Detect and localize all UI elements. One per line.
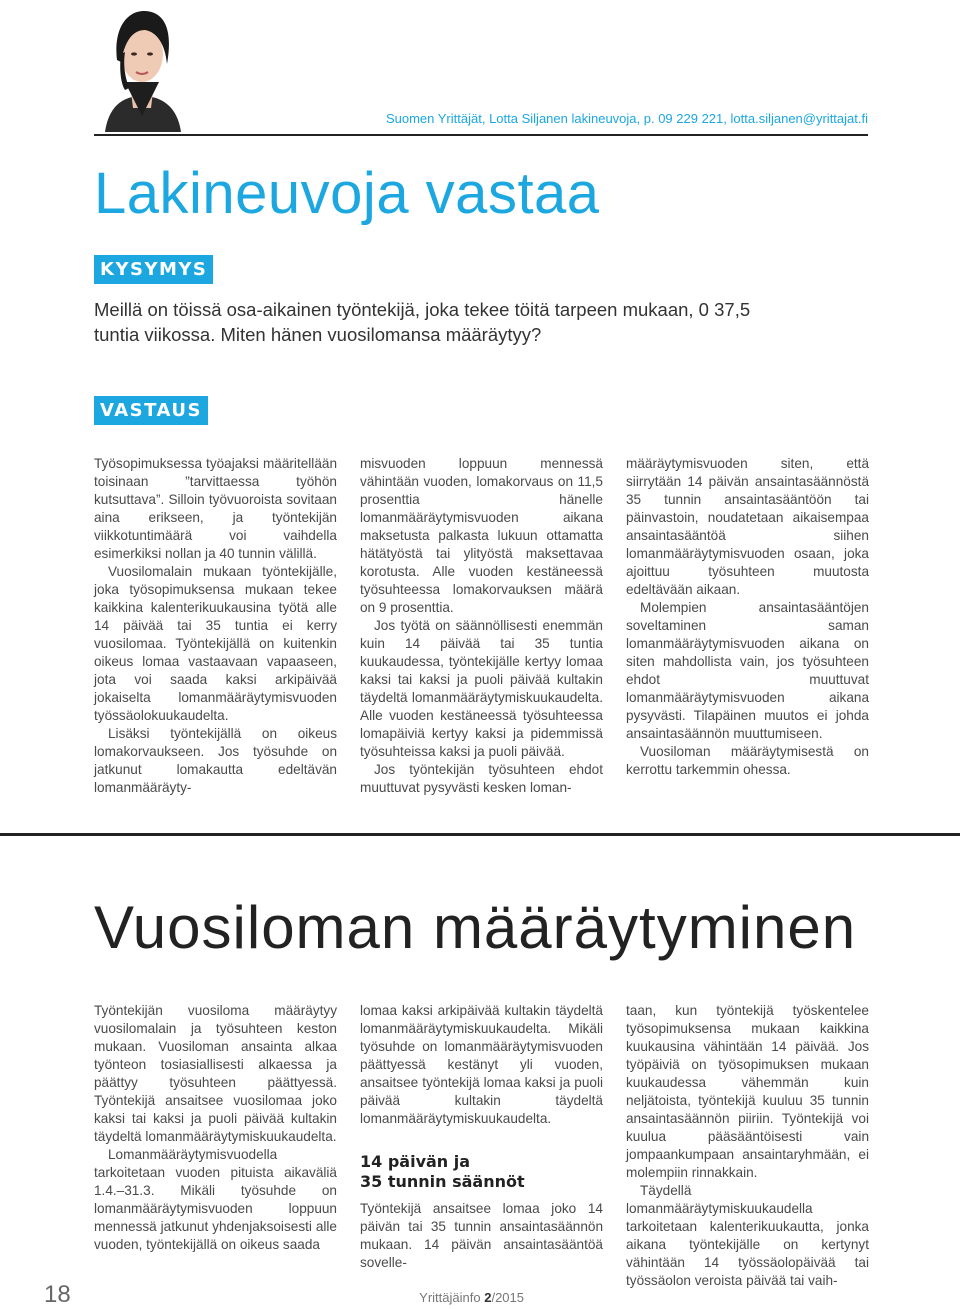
answer-paragraph: misvuoden loppuun mennessä vähintään vuoden, lomakorvaus on 11,5 prosenttia hänelle lomanmääräytymisvuoden aikana maksetusta palkasta lukuun ottamatta hätätyöstä tai ylityöstä maksettavaa korotusta. Alle vuoden kestäneessä työsuhteessa lomakorvauksen määrä on 9 prosenttia. bbox=[360, 456, 603, 615]
answer-column-2 bbox=[360, 455, 603, 797]
answer-column-3 bbox=[626, 455, 869, 779]
answer-paragraph: Jos työntekijän työsuhteen ehdot muuttuvat pysyvästi kesken loman- bbox=[360, 762, 603, 795]
contact-email[interactable]: lotta.siljanen@yrittajat.fi bbox=[730, 111, 868, 126]
magazine-footer bbox=[419, 1290, 524, 1305]
author-portrait bbox=[95, 4, 190, 132]
article-column-3 bbox=[626, 1002, 869, 1290]
portrait-image bbox=[95, 4, 190, 132]
answer-paragraph: Molempien ansaintasääntöjen soveltaminen saman lomanmääräytymisvuoden aikana on siten mahdollista vain, jos työsuhteen ehdot muuttuvat lomanmääräytymisvuoden aikana pysyvästi. Tilapäinen muutos ei johda ansaintasäännön muuttumiseen. bbox=[626, 600, 869, 741]
contact-line bbox=[200, 111, 868, 126]
contact-role: lakineuvoja, p. 09 229 221, bbox=[571, 111, 727, 126]
article-column-2 bbox=[360, 1002, 603, 1272]
article-paragraph: Työntekijän vuosiloma määräytyy vuosilomalain ja työsuhteen keston mukaan. Vuosiloman ansainta alkaa työnteon tosiasiallisesti alkaessa ja päättyy työsuhteen päättyessä. Työntekijä ansaitsee vuosilomaa joko kaksi tai kaksi ja puoli päivää kultakin täydeltä lomanmääräytymiskuukaudelta. bbox=[94, 1003, 337, 1144]
subheading-line-2: 35 tunnin säännöt bbox=[360, 1172, 525, 1191]
issue-number: 2 bbox=[484, 1290, 492, 1305]
page-title: Lakineuvoja vastaa bbox=[94, 161, 600, 226]
answer-paragraph: Jos työtä on säännöllisesti enemmän kuin 14 päivää tai 35 tuntia kuukaudessa, työntekijälle kertyy lomaa kaksi tai kaksi ja puoli päivää kultakin täydeltä lomanmääräytymiskuukaudelta. Alle vuoden kestäneessä työsuhteessa lomapäiviä kertyy kaksi ja pidemmissä työsuhteissa kaksi ja puoli päivää. bbox=[360, 618, 603, 759]
contact-name: Lotta Siljanen bbox=[489, 111, 568, 126]
issue-year: /2015 bbox=[491, 1290, 524, 1305]
page-number: 18 bbox=[44, 1281, 71, 1308]
answer-paragraph: Vuosiloman määräytymisestä on kerrottu tarkemmin ohessa. bbox=[626, 744, 869, 777]
contact-org: Suomen Yrittäjät, bbox=[385, 111, 486, 126]
article-column-1 bbox=[94, 1002, 337, 1254]
article-paragraph: lomaa kaksi arkipäivää kultakin täydeltä lomanmääräytymiskuukaudelta. Mikäli työsuhde on lomanmääräytymisvuoden päättyessä kestänyt yli vuoden, ansaitsee työntekijä lomaa kaksi ja puoli päivää kultakin täydeltä lomanmääräytymiskuukaudelta. bbox=[360, 1003, 603, 1126]
magazine-name: Yrittäjäinfo bbox=[419, 1290, 481, 1305]
answer-tag: VASTAUS bbox=[94, 396, 208, 425]
article-paragraph: Työntekijä ansaitsee lomaa joko 14 päivän tai 35 tunnin ansaintasäännön mukaan. 14 päivän ansaintasääntöä sovelle- bbox=[360, 1201, 603, 1270]
answer-column-1 bbox=[94, 455, 337, 797]
top-divider bbox=[94, 134, 868, 136]
answer-paragraph: Vuosilomalain mukaan työntekijälle, joka työsopimuksensa mukaan tekee kaikkina kalenterikuukausina työtä alle 14 päivää tai 35 tuntia ei kerry vuosilomaa. Työntekijällä on kuitenkin oikeus lomaa vastaavaan vapaaseen, jota voi saada kaksi arkipäivää jokaiselta lomanmääräytymisvuoden työssäolokuukaudelta. bbox=[94, 564, 337, 723]
answer-paragraph: määräytymisvuoden siten, että siirrytään 14 päivän ansaintasäännöstä 35 tunnin ansaintasääntöön tai päinvastoin, noudatetaan aikaisempaa ansaintasääntöä siihen lomanmääräytymisvuoden osaan, joka ajoittuu työsuhteen muutosta edeltävään aikaan. bbox=[626, 456, 869, 597]
article-paragraph: Täydellä lomanmääräytymiskuukaudella tarkoitetaan kalenterikuukautta, jonka aikana työntekijälle on kertynyt vähintään 14 työssäolopäivää tai työssäolon veroista päivää tai vaih- bbox=[626, 1183, 869, 1288]
article-paragraph: Lomanmääräytymisvuodella tarkoitetaan vuoden pituista aikaväliä 1.4.–31.3. Mikäli työsuhde on lomanmääräytymisvuoden loppuun mennessä jatkunut yhdenjaksoisesti alle vuoden, työntekijällä on oikeus saada bbox=[94, 1147, 337, 1252]
question-text: Meillä on töissä osa-aikainen työntekijä, joka tekee töitä tarpeen mukaan, 0 37,5 tuntia viikossa. Miten hänen vuosilomansa määräytyy? bbox=[94, 299, 751, 345]
article-title: Vuosiloman määräytyminen bbox=[94, 894, 857, 961]
subheading-line-1: 14 päivän ja bbox=[360, 1152, 471, 1171]
answer-paragraph: Työsopimuksessa työajaksi määritellään toisinaan ”tarvittaessa työhön kutsuttava”. Silloin työvuoroista sovitaan aina erikseen, ja työntekijän viikkotuntimäärä voi vaihdella esimerkiksi nollan ja 40 tunnin välillä. bbox=[94, 456, 337, 561]
article-paragraph: taan, kun työntekijä työskentelee työsopimuksensa mukaan kaikkina kuukausina vähintään 14 päivää. Jos työpäiviä on työsopimuksen mukaan kuukaudessa vähemmän kuin neljätoista, työntekijä kuuluu 35 tunnin ansaintasäännön piiriin. Työntekijä voi kuulua pääsääntöisesti vain jompaankumpaan ansaintaryhmään, ei molempiin rinnakkain. bbox=[626, 1003, 869, 1180]
article-subheading bbox=[360, 1152, 603, 1192]
question-tag: KYSYMYS bbox=[94, 255, 213, 284]
section-divider bbox=[0, 833, 960, 836]
answer-paragraph: Lisäksi työntekijällä on oikeus lomakorvaukseen. Jos työsuhde on jatkunut lomakautta edeltävän lomanmääräyty- bbox=[94, 726, 337, 795]
